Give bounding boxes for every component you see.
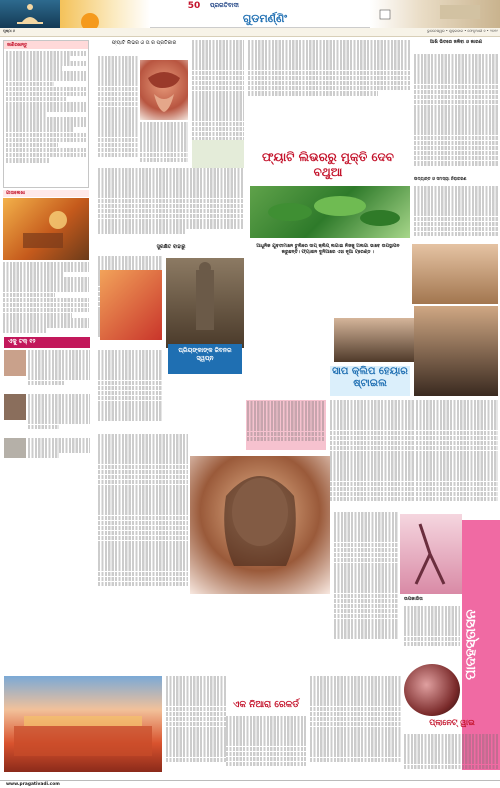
page-number: ପୃଷ୍ଠା ୬ [3, 29, 16, 33]
hair-clip-photo-1 [412, 244, 498, 304]
liver-organ-icon [140, 60, 188, 120]
record-event-photo [4, 676, 162, 772]
gita-painting [3, 198, 89, 260]
statue-icon [166, 258, 244, 348]
elder-photo [4, 438, 26, 458]
eye-story-text [414, 54, 498, 174]
sidebar-text [414, 186, 498, 240]
priyanka-intro-col1 [98, 350, 162, 430]
priyanka-story-text [98, 434, 188, 594]
benefits-list [404, 606, 460, 656]
sidebar-bold-heading: ଉଦ୍ୟାନ୍ତ ଓ ସମସ୍ୟା ନିରାକରଣ [414, 176, 467, 181]
yoga-pose-photo [400, 514, 462, 594]
quiz-items [4, 350, 90, 458]
fashion-pink-list [246, 400, 326, 450]
quiz-item-2 [28, 394, 90, 434]
actor-photo [4, 394, 26, 420]
liver-text-lower [98, 168, 244, 240]
eye-story-title: ଆଖି ଭିତରେ ଜଳିବା ଓ କାରଣ [429, 40, 483, 45]
sunrise-banner [60, 0, 150, 28]
quiz-item-3 [28, 438, 90, 458]
record-text-col3 [310, 676, 402, 772]
facts-box-title: ଜାଣିରଖନ୍ତୁ [4, 41, 88, 49]
bathua-leaves-photo [250, 186, 410, 238]
feature-title: ଗୁଡମର୍ଣ୍ଣିଂ [242, 12, 288, 25]
yoga-side-banner [462, 520, 500, 770]
liver-intro-box [248, 40, 410, 98]
priyanka-portrait [190, 456, 330, 594]
sun-icon [60, 0, 150, 28]
actress-photo [4, 350, 26, 376]
sculpture-photo [166, 258, 244, 348]
priyanka-badge: ପ୍ରିୟଙ୍କାଙ୍କ ଜିବନର ସ୍ୱପ୍ନ [168, 344, 242, 374]
liver-small-title: ଫ୍ୟାଟି ଲିଭର ଓ ତା ର ପ୍ରତିକାର [111, 40, 177, 46]
record-text-col1 [166, 676, 226, 772]
coffee-cup-icon [370, 0, 500, 28]
liver-inset-image [192, 140, 244, 168]
planet-photo [404, 664, 460, 716]
desk-photo [370, 0, 500, 28]
dancer-photo [100, 270, 162, 340]
fashion-text-col2 [416, 400, 498, 510]
gita-text [3, 262, 89, 336]
quiz-item-1 [28, 350, 90, 390]
crowd-formation-icon [4, 676, 162, 772]
date-bar [0, 28, 500, 37]
portrait-face-icon [190, 456, 330, 594]
fashion-title: ସାପ କ୍ଲିପ ହେୟାର ଷ୍ଟାଇଲ [330, 366, 410, 396]
lower-mid-title: ସୁରକ୍ଷିତ ବାହାରୁ [156, 244, 186, 250]
leaf-icon [250, 186, 410, 238]
page-footer [0, 780, 500, 788]
yoga-header-photo [0, 0, 60, 28]
gita-section-title: ଗୀତାଲେଖା [3, 190, 89, 197]
liver-text-col1 [98, 56, 138, 166]
meditation-figure-icon [0, 0, 60, 28]
record-text-col2 [226, 716, 306, 772]
benefits-title: ଉପକାରିତା [404, 597, 423, 602]
yoga-pose-icon [400, 514, 462, 594]
masthead [150, 0, 370, 28]
liver-text-col2 [140, 122, 188, 166]
liver-intro-text [248, 40, 410, 98]
facts-box [3, 40, 89, 188]
liver-main-title: ଫ୍ୟାଟି ଲିଭରରୁ ମୁକ୍ତି ଦେବ ବଥୁଆ [262, 150, 394, 179]
record-title: ଏକ ନିଆରା ରେକର୍ଡ [233, 700, 299, 710]
website-link[interactable]: www.pragativadi.com [6, 782, 60, 787]
chariot-illustration-icon [3, 198, 89, 260]
edition-badge: 50 [187, 1, 201, 11]
brand-logo: ପ୍ରଗତିବାଦୀ [210, 2, 239, 9]
hair-clip-photo-2 [334, 318, 414, 362]
date-line: ଭୁବନେଶ୍ୱର • ଶୁକ୍ରବାର • ଫେବୃଆରୀ ୭ • ୨୦୧୯ [426, 29, 498, 33]
facts-box-text [4, 49, 88, 183]
fashion-text [330, 400, 414, 510]
hair-clip-photo-3 [414, 306, 498, 396]
planet-title: ପ୍ଲାନେଟ୍ ୱାଇ [429, 718, 475, 727]
quiz-title: ଏକୁ ଟକ୍ ୧୨ [4, 337, 90, 348]
liver-anatomy-illustration [140, 60, 188, 120]
yoga-side-title: ପାଦହସ୍ତାସନ [463, 609, 479, 681]
fashion-quote: ଆଧୁନିକ ଯୁବତୀମାନେ ଚୁଲିରେ ସାପ୍ କ୍ଲିପ୍ ଲଗାଇ ନିଜକୁ ଅଲଗା ଭାବେ ଉପସ୍ଥାପନ କରୁଛନ୍ତି। ଫ୍ୟାଶନ ଦୁନିଆରେ ଏହା ନୂଆ ଟ୍ରେଣ୍ଡ । [256, 244, 400, 256]
planet-text [404, 734, 498, 774]
yoga-steps-text [334, 512, 398, 662]
